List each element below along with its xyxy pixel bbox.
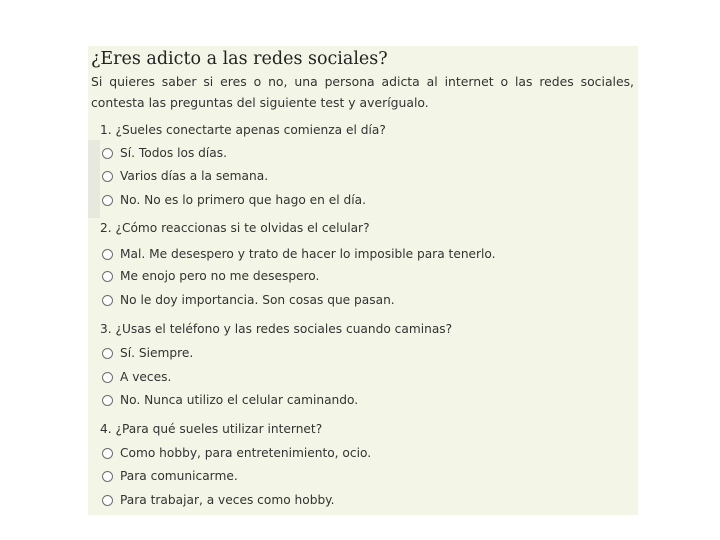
radio-button[interactable] (102, 372, 113, 383)
option-3-2[interactable] (102, 368, 171, 386)
radio-button[interactable] (102, 171, 113, 182)
radio-button[interactable] (102, 348, 113, 359)
option-3-3[interactable] (102, 391, 358, 409)
option-2-1[interactable] (102, 245, 496, 263)
radio-button[interactable] (102, 471, 113, 482)
intro-line: contesta las preguntas del siguiente test y averígualo. (91, 95, 429, 110)
option-label: Para trabajar, a veces como hobby. (120, 493, 335, 507)
question-4: 4. ¿Para qué sueles utilizar internet? (100, 422, 323, 436)
option-3-1[interactable] (102, 344, 193, 362)
side-strip (88, 140, 100, 218)
radio-button[interactable] (102, 395, 113, 406)
option-label: Como hobby, para entretenimiento, ocio. (120, 446, 372, 460)
option-label: No le doy importancia. Son cosas que pasan. (120, 293, 395, 307)
question-1: 1. ¿Sueles conectarte apenas comienza el día? (100, 123, 386, 137)
radio-button[interactable] (102, 448, 113, 459)
option-1-3[interactable] (102, 191, 366, 209)
option-2-2[interactable] (102, 267, 319, 285)
option-label: Me enojo pero no me desespero. (120, 269, 320, 283)
option-4-3[interactable] (102, 491, 335, 509)
page-title: ¿Eres adicto a las redes sociales? (91, 49, 388, 69)
option-4-1[interactable] (102, 444, 371, 462)
radio-button[interactable] (102, 195, 113, 206)
radio-button[interactable] (102, 495, 113, 506)
quiz-panel (88, 46, 638, 515)
option-label: Mal. Me desespero y trato de hacer lo imposible para tenerlo. (120, 247, 496, 261)
option-1-1[interactable] (102, 144, 227, 162)
intro-text (91, 71, 634, 113)
radio-button[interactable] (102, 295, 113, 306)
radio-button[interactable] (102, 148, 113, 159)
option-label: Para comunicarme. (120, 469, 238, 483)
option-label: No. Nunca utilizo el celular caminando. (120, 393, 359, 407)
question-2: 2. ¿Cómo reaccionas si te olvidas el celular? (100, 221, 370, 235)
option-label: Sí. Siempre. (120, 346, 194, 360)
intro-line: Si quieres saber si eres o no, una persona adicta al internet o las redes sociales, (91, 74, 634, 89)
option-label: Varios días a la semana. (120, 169, 269, 183)
option-1-2[interactable] (102, 167, 268, 185)
radio-button[interactable] (102, 249, 113, 260)
option-label: No. No es lo primero que hago en el día. (120, 193, 366, 207)
radio-button[interactable] (102, 271, 113, 282)
option-label: Sí. Todos los días. (120, 146, 227, 160)
question-3: 3. ¿Usas el teléfono y las redes sociales cuando caminas? (100, 322, 453, 336)
option-4-2[interactable] (102, 467, 238, 485)
option-2-3[interactable] (102, 291, 395, 309)
option-label: A veces. (120, 370, 172, 384)
